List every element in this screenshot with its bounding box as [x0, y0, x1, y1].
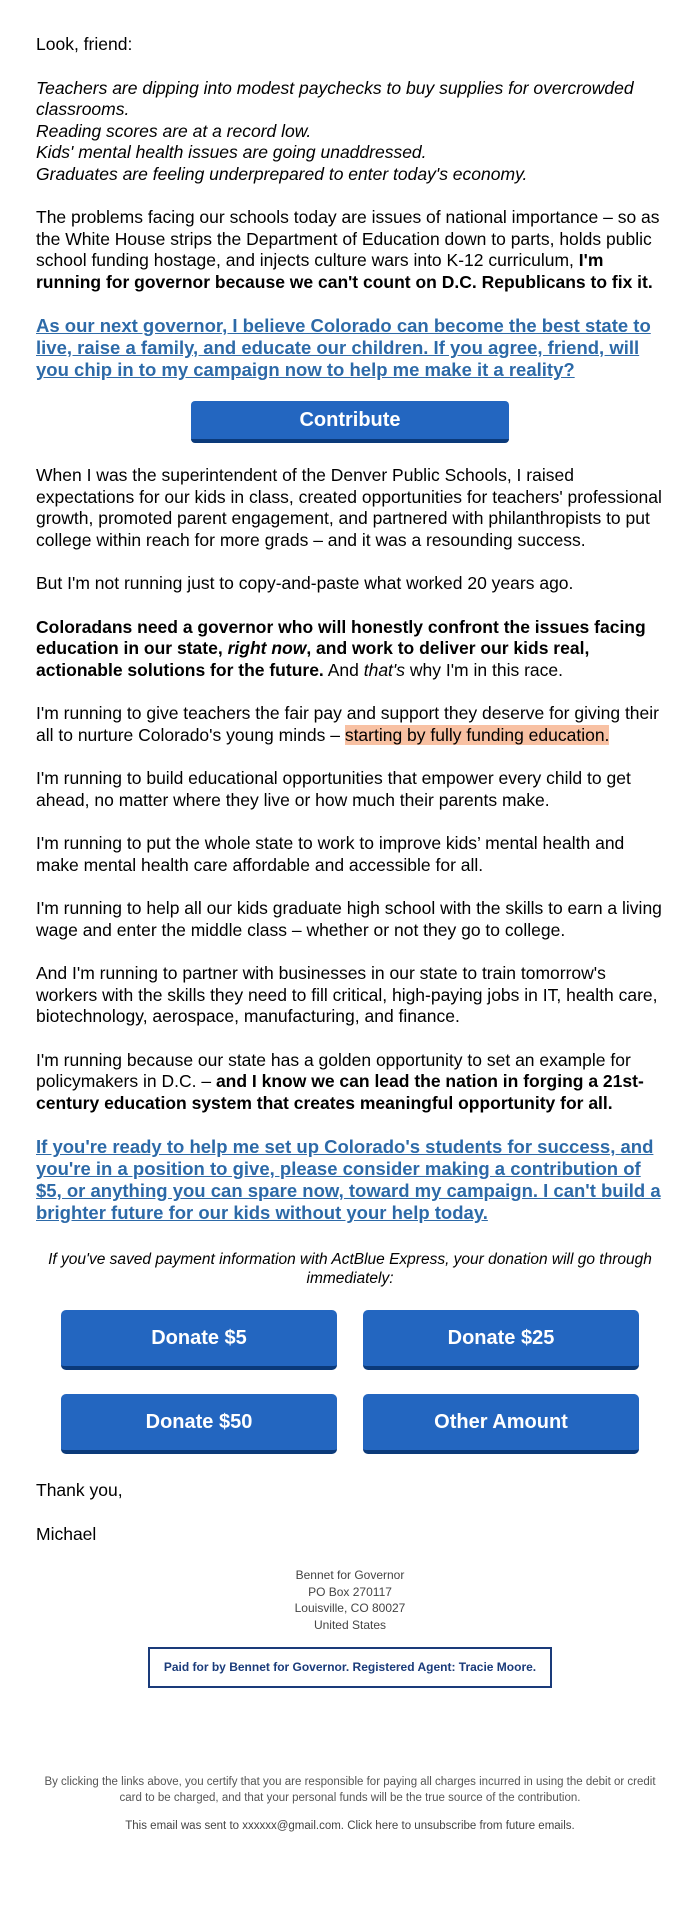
paragraph-graduate: I'm running to help all our kids graduate high school with the skills to earn a living wage and enter the middle class – whether or not they go to college. — [36, 898, 662, 940]
intro-line: Reading scores are at a record low. — [36, 120, 312, 141]
paragraph-opportunities: I'm running to build educational opportunities that empower every child to get ahead, no matter where they live or how much their parents make. — [36, 768, 631, 810]
paid-for-disclaimer: Paid for by Bennet for Governor. Registered Agent: Tracie Moore. — [148, 1647, 552, 1688]
donate-button-grid — [61, 1310, 639, 1454]
footer — [36, 1567, 664, 1834]
donate-50-button[interactable]: Donate $50 — [61, 1394, 337, 1454]
intro-line: Teachers are dipping into modest paychecks to buy supplies for overcrowded classrooms. — [36, 77, 634, 119]
greeting: Look, friend: — [36, 34, 133, 54]
email-body — [36, 0, 664, 1834]
intro-line: Graduates are feeling underprepared to enter today's economy. — [36, 163, 528, 184]
paragraph-coloradans: Coloradans need a governor who will honestly confront the issues facing education in our state, right now, and work to deliver our kids real, actionable solutions for the future. And that's why I'm in this race. — [36, 616, 646, 680]
highlighted-text: starting by fully funding education. — [344, 724, 610, 745]
paragraph-superintendent: When I was the superintendent of the Denver Public Schools, I raised expectations for our kids in class, created opportunities for teachers' professional growth, promoted parent engagement, and partnered with philanthropists to put college within reach for more grads – and it was a resounding success. — [36, 465, 662, 550]
paragraph-copy: But I'm not running just to copy-and-paste what worked 20 years ago. — [36, 573, 574, 593]
paragraph-partner: And I'm running to partner with businesses in our state to train tomorrow's workers with the skills they need to fill critical, high-paying jobs in IT, health care, biotechnology, aerospace, manufacturing, and finance. — [36, 963, 658, 1026]
contribute-button[interactable]: Contribute — [191, 401, 509, 443]
paragraph-problems: The problems facing our schools today are issues of national importance – so as the White House strips the Department of Education down to parts, holds public school funding hostage, and injects culture wars into K-12 curriculum, I'm running for governor because we can't count on D.C. Republicans to fix it. — [36, 207, 660, 292]
sign-off — [36, 1480, 664, 1545]
actblue-express-note: If you've saved payment information with ActBlue Express, your donation will go through immediately: — [48, 1251, 652, 1287]
donate-link-1[interactable]: As our next governor, I believe Colorado can become the best state to live, raise a family, and educate our children. If you agree, friend, will you chip in to my campaign now to help me make it a reality? — [36, 315, 651, 380]
sign-off-text: Thank you, — [36, 1480, 123, 1500]
intro-list — [36, 78, 664, 186]
donate-link-2[interactable]: If you're ready to help me set up Colorado's students for success, and you're in a position to give, please consider making a contribution of $5, or anything you can spare now, toward my campaign. I can't build a brighter future for our kids without your help today. — [36, 1136, 661, 1223]
other-amount-button[interactable]: Other Amount — [363, 1394, 639, 1454]
mailing-address: Bennet for Governor PO Box 270117 Louisville, CO 80027 United States — [294, 1568, 406, 1632]
donate-25-button[interactable]: Donate $25 — [363, 1310, 639, 1370]
intro-line: Kids' mental health issues are going unaddressed. — [36, 142, 427, 162]
unsubscribe-text[interactable]: This email was sent to xxxxxx@gmail.com. Click here to unsubscribe from future emails. — [125, 1819, 575, 1832]
paragraph-mental-health: I'm running to put the whole state to work to improve kids’ mental health and make mental health care affordable and accessible for all. — [36, 833, 625, 875]
paragraph-golden: I'm running because our state has a golden opportunity to set an example for policymakers in D.C. – and I know we can lead the nation in forging a 21st-century education system that creates meaningful opportunity for all. — [36, 1049, 644, 1113]
signature: Michael — [36, 1523, 97, 1544]
legal-text: By clicking the links above, you certify that you are responsible for paying all charges incurred in using the debit or credit card to be charged, and that your personal funds will be the true source of the contribution. — [44, 1775, 656, 1804]
paragraph-teachers: I'm running to give teachers the fair pay and support they deserve for giving their all to nurture Colorado's young minds – starting by fully funding education. — [36, 703, 659, 745]
contribute-row — [36, 401, 664, 443]
donate-5-button[interactable]: Donate $5 — [61, 1310, 337, 1370]
